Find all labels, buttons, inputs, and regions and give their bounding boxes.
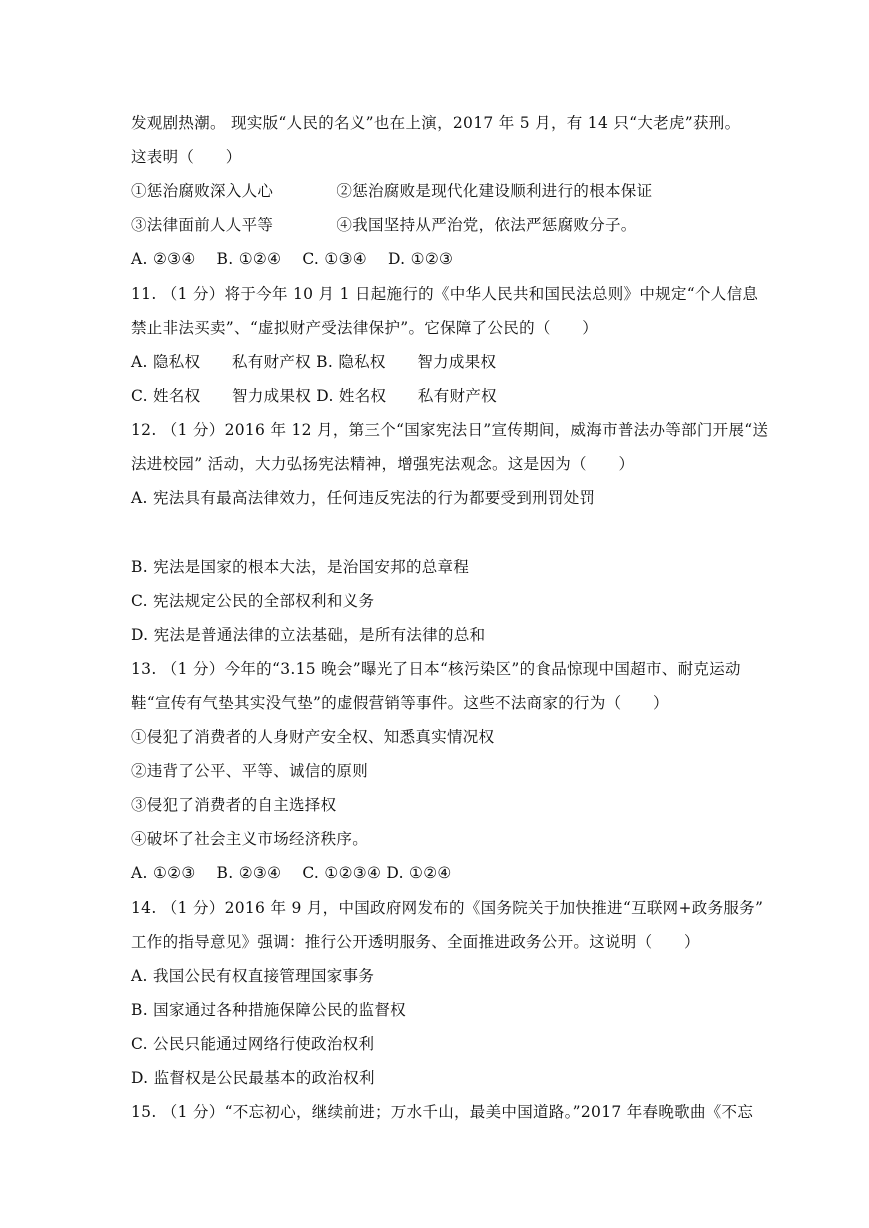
question-12: 12. （1 分）2016 年 12 月，第三个“国家宪法日”宣传期间，威海市普法办等部门开展“送 <box>131 421 769 439</box>
option-d: D. 监督权是公民最基本的政治权利 <box>131 1069 375 1087</box>
option-a: A. 我国公民有权直接管理国家事务 <box>131 967 375 985</box>
option-b: B. 国家通过各种措施保障公民的监督权 <box>131 1001 406 1019</box>
answer-options: C. 姓名权 智力成果权 D. 姓名权 私有财产权 <box>131 387 497 405</box>
text-line: 工作的指导意见》强调：推行公开透明服务、全面推进政务公开。这说明（ ） <box>131 933 700 951</box>
option-c: C. 公民只能通过网络行使政治权利 <box>131 1035 375 1053</box>
statement-2: ②违背了公平、平等、诚信的原则 <box>131 762 369 780</box>
statement-4: ④破坏了社会主义市场经济秩序。 <box>131 830 369 848</box>
text-line: 发观剧热潮。 现实版“人民的名义”也在上演，2017 年 5 月，有 14 只“大老虎”获刑。 <box>131 114 741 132</box>
option-c: C. 宪法规定公民的全部权利和义务 <box>131 592 375 610</box>
text-line: 法进校园” 活动，大力弘扬宪法精神，增强宪法观念。这是因为（ ） <box>131 455 635 473</box>
text-line: 这表明（ ） <box>131 148 242 166</box>
statement-3: ③侵犯了消费者的自主选择权 <box>131 796 337 814</box>
answer-options: A. ①②③ B. ②③④ C. ①②③④ D. ①②④ <box>131 864 452 882</box>
option-d: D. 宪法是普通法律的立法基础，是所有法律的总和 <box>131 626 486 644</box>
statement-1: ①侵犯了消费者的人身财产安全权、知悉真实情况权 <box>131 728 495 746</box>
text-line: 鞋“宣传有气垫其实没气垫”的虚假营销等事件。这些不法商家的行为（ ） <box>131 694 669 712</box>
text-line: 禁止非法买卖”、“虚拟财产受法律保护”。它保障了公民的（ ） <box>131 319 599 337</box>
answer-options: A. ②③④ B. ①②④ C. ①③④ D. ①②③ <box>131 250 454 268</box>
text-line: ①惩治腐败深入人心 ②惩治腐败是现代化建设顺利进行的根本保证 <box>131 182 653 200</box>
question-14: 14. （1 分）2016 年 9 月，中国政府网发布的《国务院关于加快推进“互联网+政务服务” <box>131 899 764 917</box>
answer-options: A. 隐私权 私有财产权 B. 隐私权 智力成果权 <box>131 353 497 371</box>
question-11: 11. （1 分）将于今年 10 月 1 日起施行的《中华人民共和国民法总则》中规定“个人信息 <box>131 285 759 303</box>
text-line: ③法律面前人人平等 ④我国坚持从严治党，依法严惩腐败分子。 <box>131 216 637 234</box>
option-a: A. 宪法具有最高法律效力，任何违反宪法的行为都要受到刑罚处罚 <box>131 489 596 507</box>
question-13: 13. （1 分）今年的“3.15 晚会”曝光了日本“核污染区”的食品惊现中国超市、耐克运动 <box>131 660 741 678</box>
option-b: B. 宪法是国家的根本大法，是治国安邦的总章程 <box>131 558 470 576</box>
question-15: 15. （1 分）“不忘初心，继续前进；万水千山，最美中国道路。”2017 年春晚歌曲《不忘 <box>131 1103 754 1121</box>
